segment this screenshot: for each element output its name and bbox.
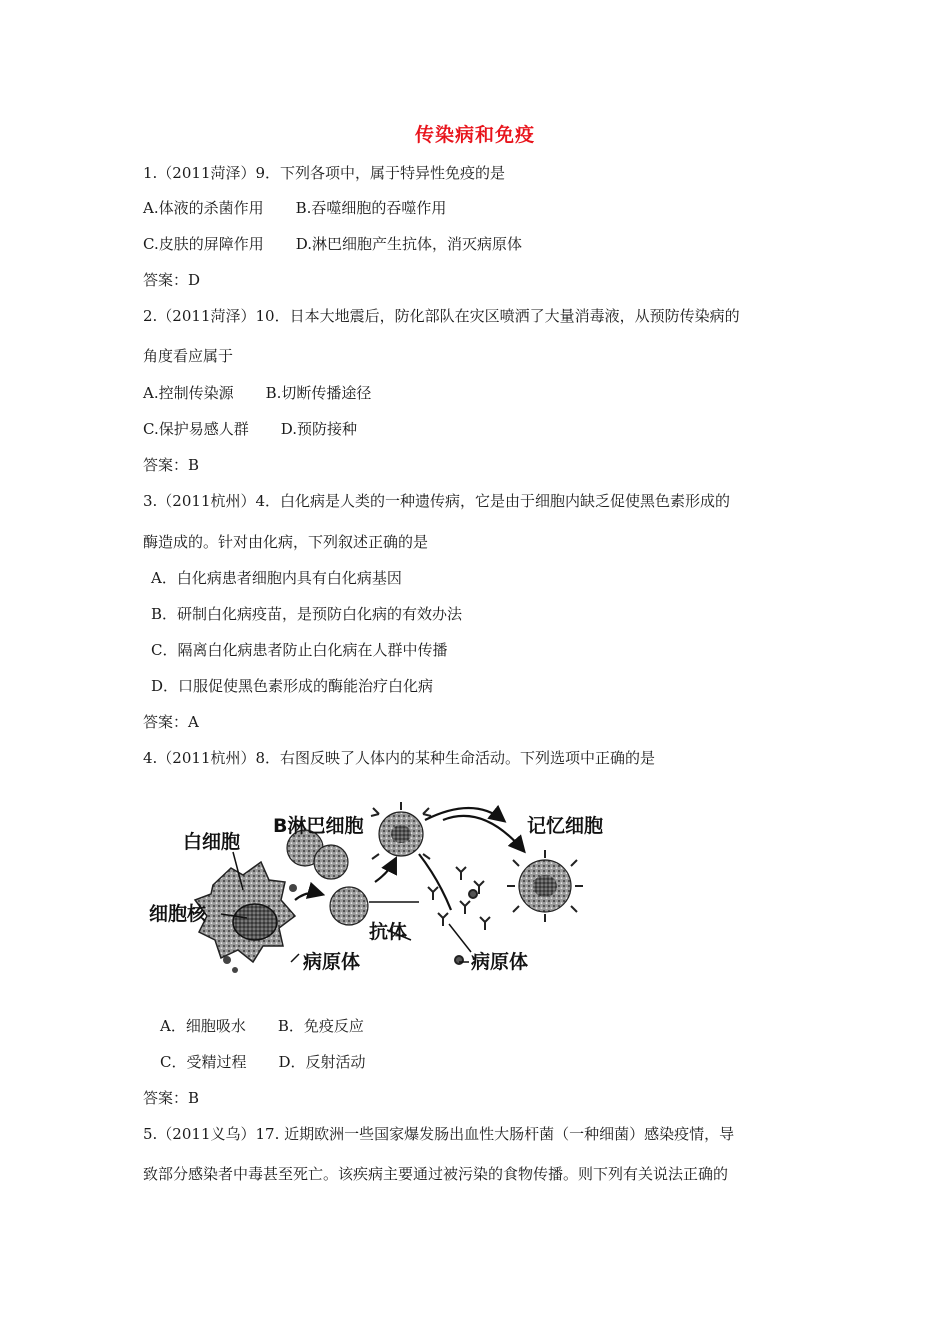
q2-option-c: C.保护易感人群	[143, 420, 249, 438]
label-antibody: 抗体	[369, 921, 408, 943]
q4-option-c: C．受精过程	[160, 1053, 247, 1071]
q4-option-a: A．细胞吸水	[160, 1017, 246, 1035]
q5-stem-line1: 5.（2011义乌）17. 近期欧洲一些国家爆发肠出血性大肠杆菌（一种细菌）感染疫情，导	[143, 1125, 735, 1143]
immune-diagram	[143, 790, 663, 1000]
page-title: 传染病和免疫	[414, 124, 535, 146]
q4-option-d: D．反射活动	[278, 1053, 366, 1071]
label-pathogen-2: 病原体	[471, 951, 529, 973]
q3-stem-line2: 酶造成的。针对由化病，下列叙述正确的是	[143, 533, 429, 551]
immune-response-figure	[143, 790, 663, 1000]
label-white-cell: 白细胞	[183, 831, 241, 853]
q2-options-row1	[143, 383, 371, 403]
q2-options-row2	[143, 419, 357, 439]
label-b-lymphocyte: B淋巴细胞	[273, 815, 364, 837]
q3-option-b: B．研制白化病疫苗，是预防白化病的有效办法	[151, 605, 463, 623]
q3-option-c: C．隔离白化病患者防止白化病在人群中传播	[151, 641, 448, 659]
label-memory-cell: 记忆细胞	[527, 815, 604, 837]
q4-answer: 答案：B	[143, 1089, 200, 1107]
q2-option-d: D.预防接种	[280, 420, 357, 438]
plasma-cell-icon	[371, 802, 431, 859]
q1-answer: 答案：D	[143, 271, 201, 289]
q1-option-b: B.吞噬细胞的吞噬作用	[295, 199, 447, 217]
b-lymphocyte-cells-icon	[287, 830, 368, 925]
memory-cell-icon	[507, 850, 583, 922]
q1-options-row2	[143, 234, 522, 254]
q4-options-row2	[160, 1052, 366, 1072]
q3-option-a: A．白化病患者细胞内具有白化病基因	[151, 569, 402, 587]
q2-stem-line1: 2.（2011菏泽）10．日本大地震后，防化部队在灾区喷洒了大量消毒液，从预防传染病的	[143, 307, 740, 325]
label-pathogen-1: 病原体	[303, 951, 361, 973]
q1-stem: 1.（2011菏泽）9．下列各项中，属于特异性免疫的是	[143, 164, 506, 182]
q2-stem-line2: 角度看应属于	[143, 347, 234, 365]
q4-stem: 4.（2011杭州）8．右图反映了人体内的某种生命活动。下列选项中正确的是	[143, 749, 656, 767]
q1-option-a: A.体液的杀菌作用	[143, 199, 264, 217]
q3-stem-line1: 3.（2011杭州）4．白化病是人类的一种遗传病，它是由于细胞内缺乏促使黑色素形成的	[143, 492, 731, 510]
q3-option-d: D．口服促使黑色素形成的酶能治疗白化病	[151, 677, 434, 695]
q3-answer: 答案：A	[143, 713, 199, 731]
label-nucleus: 细胞核	[149, 903, 207, 925]
q4-options-row1	[160, 1016, 364, 1036]
q2-option-a: A.控制传染源	[143, 384, 234, 402]
q4-option-b: B．免疫反应	[277, 1017, 364, 1035]
q5-stem-line2: 致部分感染者中毒甚至死亡。该疾病主要通过被污染的食物传播。则下列有关说法正确的	[143, 1165, 729, 1183]
q1-option-d: D.淋巴细胞产生抗体，消灭病原体	[295, 235, 522, 253]
q1-option-c: C.皮肤的屏障作用	[143, 235, 264, 253]
q2-option-b: B.切断传播途径	[265, 384, 372, 402]
q2-answer: 答案：B	[143, 456, 200, 474]
q1-options-row1	[143, 198, 446, 218]
